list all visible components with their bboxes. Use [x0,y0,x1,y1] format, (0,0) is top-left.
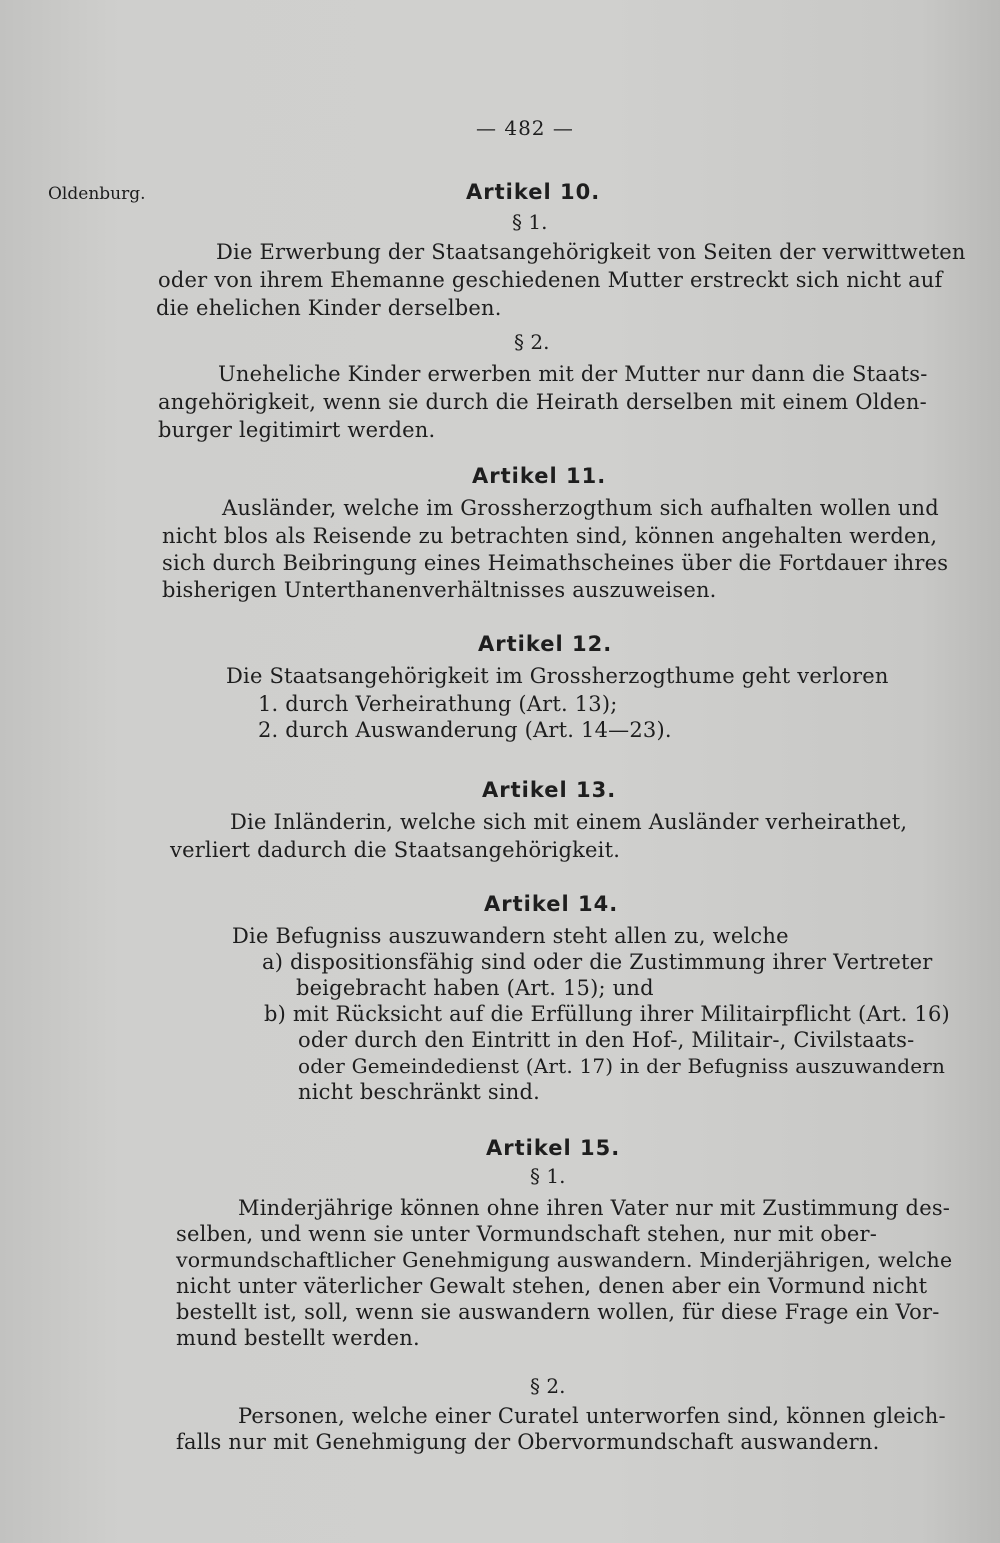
article-15-s2-line-1: Personen, welche einer Curatel unterworfen sind, können gleich- [238,1404,946,1428]
article-15-section-1-sign: § 1. [530,1164,566,1188]
article-11-line-3: sich durch Beibringung eines Heimathscheines über die Fortdauer ihres [162,551,949,575]
page-number: — 482 — [476,116,574,140]
article-11-line-2: nicht blos als Reisende zu betrachten sind, können angehalten werden, [162,524,938,548]
article-14-item-b-line-1: b) mit Rücksicht auf die Erfüllung ihrer Militairpflicht (Art. 16) [264,1002,950,1026]
article-14-item-a-line-2: beigebracht haben (Art. 15); und [296,976,654,1000]
article-14-heading: Artikel 14. [484,892,619,916]
article-12-intro: Die Staatsangehörigkeit im Grossherzogthume geht verloren [226,664,889,688]
article-15-s1-line-5: bestellt ist, soll, wenn sie auswandern wollen, für diese Frage ein Vor- [176,1300,940,1324]
article-12-item-1: 1. durch Verheirathung (Art. 13); [258,692,618,716]
article-14-item-b-line-3: oder Gemeindedienst (Art. 17) in der Befugniss auszuwandern [298,1054,946,1078]
article-15-s1-line-3: vormundschaftlicher Genehmigung auswandern. Minderjährigen, welche [176,1248,953,1272]
article-10-s1-line-2: oder von ihrem Ehemanne geschiedenen Mutter erstreckt sich nicht auf [158,268,943,292]
article-14-item-b-line-2: oder durch den Eintritt in den Hof-, Militair-, Civilstaats- [298,1028,915,1052]
article-15-s2-line-2: falls nur mit Genehmigung der Obervormundschaft auswandern. [176,1430,880,1454]
margin-note-state: Oldenburg. [48,184,146,204]
article-13-line-1: Die Inländerin, welche sich mit einem Ausländer verheirathet, [230,810,908,834]
article-15-s1-line-1: Minderjährige können ohne ihren Vater nur mit Zustimmung des- [238,1196,951,1220]
article-13-heading: Artikel 13. [482,778,617,802]
article-10-s1-line-1: Die Erwerbung der Staatsangehörigkeit von Seiten der verwittweten [216,240,966,264]
article-12-item-2: 2. durch Auswanderung (Art. 14—23). [258,718,672,742]
article-11-line-4: bisherigen Unterthanenverhältnisses auszuweisen. [162,578,717,602]
article-14-item-a-line-1: a) dispositionsfähig sind oder die Zustimmung ihrer Vertreter [262,950,933,974]
article-10-s1-line-3: die ehelichen Kinder derselben. [156,296,502,320]
article-15-section-2-sign: § 2. [530,1374,566,1398]
article-13-line-2: verliert dadurch die Staatsangehörigkeit. [170,838,621,862]
article-11-line-1: Ausländer, welche im Grossherzogthum sich aufhalten wollen und [222,496,939,520]
article-10-section-2-sign: § 2. [514,330,550,354]
article-12-heading: Artikel 12. [478,632,613,656]
article-15-s1-line-4: nicht unter väterlicher Gewalt stehen, denen aber ein Vormund nicht [176,1274,928,1298]
article-14-intro: Die Befugniss auszuwandern steht allen zu, welche [232,924,789,948]
article-10-heading: Artikel 10. [466,180,601,204]
article-10-section-1-sign: § 1. [512,210,548,234]
article-14-item-b-line-4: nicht beschränkt sind. [298,1080,541,1104]
article-11-heading: Artikel 11. [472,464,607,488]
article-10-s2-line-3: burger legitimirt werden. [158,418,436,442]
article-15-s1-line-2: selben, und wenn sie unter Vormundschaft stehen, nur mit ober- [176,1222,878,1246]
article-15-heading: Artikel 15. [486,1136,621,1160]
article-15-s1-line-6: mund bestellt werden. [176,1326,420,1350]
article-10-s2-line-2: angehörigkeit, wenn sie durch die Heirath derselben mit einem Olden- [158,390,927,414]
article-10-s2-line-1: Uneheliche Kinder erwerben mit der Mutter nur dann die Staats- [218,362,928,386]
